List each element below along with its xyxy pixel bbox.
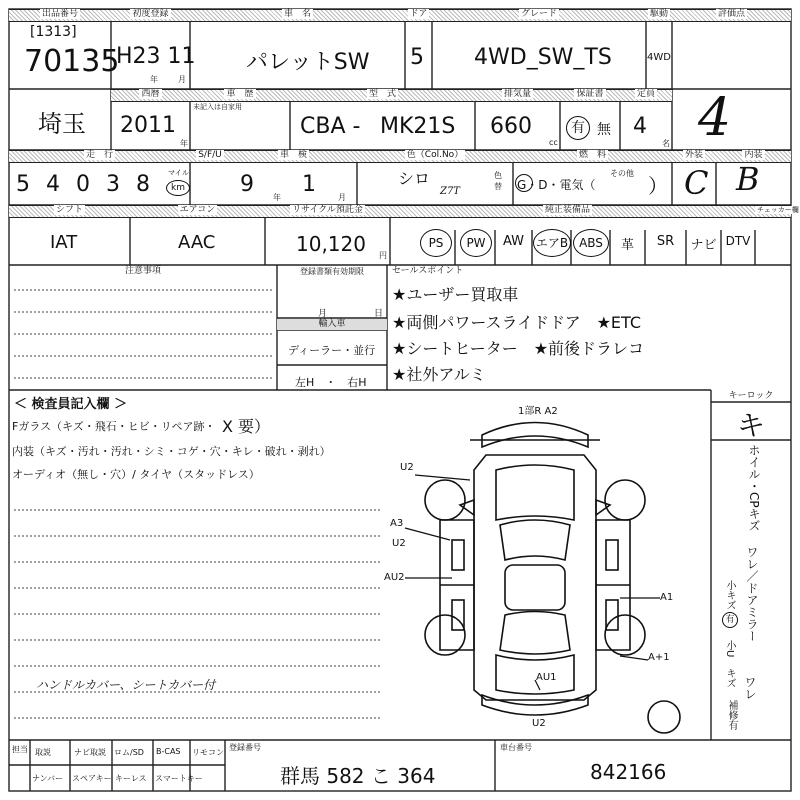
chassis-label: 車台番号 bbox=[500, 743, 532, 752]
handwritten-note: ハンドルカバー、シートカバー付 bbox=[36, 678, 216, 692]
mileage-digit: 4 bbox=[46, 172, 60, 197]
exterior-value: C bbox=[684, 164, 709, 202]
capacity-unit: 名 bbox=[662, 139, 670, 148]
mileage-label: 走 行 bbox=[85, 150, 113, 160]
accessory-item: キーレス bbox=[115, 774, 147, 783]
deadline-day: 日 bbox=[374, 309, 384, 319]
aircon-label: エアコン bbox=[179, 205, 216, 215]
sales-point: ★両側パワースライドドア ★ETC bbox=[392, 313, 642, 332]
inspection-year: 9 bbox=[240, 172, 254, 197]
option-ps: PS bbox=[420, 229, 452, 257]
option-dtv: DTV bbox=[725, 234, 751, 248]
option-abs: ABS bbox=[573, 229, 609, 257]
wheel-note: ワレ bbox=[743, 676, 757, 700]
interior-line: 内装（キズ・汚れ・汚れ・シミ・コゲ・穴・キレ・破れ・剥れ） bbox=[12, 445, 331, 458]
warranty-no: 無 bbox=[597, 122, 611, 138]
interior-label: 内装 bbox=[744, 150, 763, 160]
caution-label: 注意事項 bbox=[124, 266, 161, 276]
month-unit: 月 bbox=[178, 75, 186, 84]
sfu-label: S/F/U bbox=[198, 150, 222, 160]
displacement-label: 排気量 bbox=[503, 89, 531, 99]
damage-mark: 1部R A2 bbox=[518, 406, 558, 417]
shift-value: IAT bbox=[50, 232, 78, 253]
type-prefix: CBA - bbox=[300, 114, 361, 139]
doors-value: 5 bbox=[410, 45, 424, 70]
fuel-options: G・D・電気（ bbox=[517, 178, 596, 192]
damage-mark: A1 bbox=[660, 592, 674, 603]
year-value: 2011 bbox=[120, 113, 176, 138]
exterior-label: 外装 bbox=[684, 150, 703, 160]
shift-label: シフト bbox=[55, 205, 83, 215]
inspector-title: ＜ 検査員記入欄 ＞ bbox=[14, 397, 128, 412]
option-aw: AW bbox=[502, 234, 525, 249]
wheel-note: ワレ／ドアミラー bbox=[745, 546, 759, 642]
wheel-note: ホイル・CPキズ bbox=[747, 444, 761, 532]
fuel-label: 燃 料 bbox=[578, 150, 606, 160]
aircon-value: AAC bbox=[178, 232, 216, 253]
capacity-value: 4 bbox=[633, 114, 647, 139]
lot-bracket: [1313] bbox=[30, 24, 77, 40]
damage-mark: AU1 bbox=[536, 672, 557, 683]
accessory-item: ロム/SD bbox=[114, 748, 144, 757]
grade-value: 4WD_SW_TS bbox=[474, 45, 612, 70]
windshield-x: X 要） bbox=[222, 417, 271, 436]
interior-value: B bbox=[736, 160, 760, 198]
sales-point: ★社外アルミ bbox=[392, 365, 486, 384]
dealer-parallel: ディーラー・並行 bbox=[288, 344, 376, 357]
color-change: 色替 bbox=[494, 171, 502, 191]
color-value: シロ bbox=[398, 169, 431, 188]
wheel-note: 小キズ bbox=[724, 580, 735, 610]
car-name-label: 車 名 bbox=[283, 9, 311, 19]
type-label: 型 式 bbox=[368, 89, 396, 99]
inspection-month: 1 bbox=[302, 172, 316, 197]
wheel-note: 補修有 bbox=[726, 700, 737, 730]
region: 埼玉 bbox=[38, 110, 86, 138]
wheel-note: 有 bbox=[722, 612, 738, 628]
mileage-digit: 8 bbox=[136, 172, 150, 197]
inspection-label: 車 検 bbox=[279, 150, 307, 160]
option-leather: 革 bbox=[620, 238, 634, 253]
reg-no-value: 群馬 582 こ 364 bbox=[280, 764, 436, 788]
year-label: 西暦 bbox=[141, 89, 160, 99]
accessory-item: 取説 bbox=[35, 748, 51, 757]
drive-label: 駆動 bbox=[649, 9, 668, 19]
audio-tire-line: オーディオ（無し・穴）/ タイヤ（スタッドレス） bbox=[12, 468, 260, 481]
car-name: パレットSW bbox=[246, 50, 370, 75]
history-sub: 未記入は自家用 bbox=[193, 103, 242, 111]
color-code: Z7T bbox=[440, 186, 460, 197]
damage-mark: U2 bbox=[392, 538, 406, 549]
option-pw: PW bbox=[460, 229, 492, 257]
damage-mark: A3 bbox=[390, 518, 404, 529]
deadline-month: 月 bbox=[318, 309, 328, 319]
recycle-label: リサイクル預託金 bbox=[292, 205, 363, 215]
cc-unit: cc bbox=[549, 138, 558, 147]
capacity-label: 定員 bbox=[636, 89, 655, 99]
lot-label: 出品番号 bbox=[41, 9, 78, 19]
accessory-item: ナビ取説 bbox=[74, 748, 106, 757]
accessory-item: B-CAS bbox=[156, 747, 181, 756]
lot-number: 70135 bbox=[24, 44, 120, 79]
checker-label: チェッカー欄 bbox=[757, 206, 799, 214]
year-unit: 年 bbox=[150, 75, 158, 84]
type-code: MK21S bbox=[380, 114, 456, 139]
wheel-note: 小U bbox=[724, 640, 735, 658]
recycle-value: 10,120 bbox=[296, 232, 366, 256]
windshield-line: Fガラス（キズ・飛石・ヒビ・リペア跡・ bbox=[12, 420, 216, 433]
year-unit-2: 年 bbox=[180, 139, 188, 148]
warranty-label: 保証書 bbox=[576, 89, 604, 99]
inspection-year-unit: 年 bbox=[273, 193, 281, 202]
accessory-item: スマートキー bbox=[155, 774, 203, 783]
import-label: 輸入車 bbox=[277, 319, 387, 330]
keylock-label: キーロック bbox=[728, 391, 774, 401]
keylock-value: キ bbox=[737, 409, 766, 442]
fuel-close: ） bbox=[648, 174, 668, 198]
score-value: 4 bbox=[698, 88, 732, 148]
inspection-month-unit: 月 bbox=[338, 193, 346, 202]
deadline-label: 登録書類有効期限 bbox=[300, 267, 364, 276]
option-airbag: エアB bbox=[533, 229, 571, 257]
damage-mark: U2 bbox=[400, 462, 414, 473]
fuel-other: その他 bbox=[610, 169, 634, 178]
mileage-digit: 0 bbox=[76, 172, 90, 197]
damage-mark: A+1 bbox=[648, 652, 670, 663]
chassis-value: 842166 bbox=[590, 760, 667, 784]
mile-label: マイル bbox=[168, 169, 189, 177]
accessory-item: リモコン bbox=[192, 748, 224, 757]
score-label: 評価点 bbox=[717, 9, 745, 19]
damage-mark: AU2 bbox=[384, 572, 405, 583]
reg-no-label: 登録番号 bbox=[229, 743, 261, 752]
accessory-item: ナンバー bbox=[32, 774, 64, 783]
wheel-note: キズ bbox=[724, 668, 735, 688]
equipment-label: 純正装備品 bbox=[544, 205, 590, 215]
warranty-yes: 有 bbox=[566, 116, 590, 140]
sales-label: セールスポイント bbox=[392, 266, 464, 276]
inspector-stamp: 担当 bbox=[12, 745, 28, 754]
mileage-digit: 5 bbox=[16, 172, 30, 197]
drive-value: 4WD bbox=[647, 52, 671, 63]
left-right-hand: 左H ・ 右H bbox=[295, 376, 367, 389]
option-navi: ナビ bbox=[690, 238, 717, 253]
damage-mark: U2 bbox=[532, 718, 546, 729]
first-reg-value: H23 11 bbox=[116, 44, 196, 69]
grade-label: グレード bbox=[520, 9, 557, 19]
accessory-item: スペアキー bbox=[72, 774, 112, 783]
sales-point: ★シートヒーター ★前後ドラレコ bbox=[392, 339, 645, 358]
km-label: km bbox=[166, 180, 190, 196]
option-sr: SR bbox=[656, 234, 675, 249]
history-label: 車 歴 bbox=[226, 89, 254, 99]
displacement-value: 660 bbox=[490, 114, 532, 139]
yen-unit: 円 bbox=[379, 251, 387, 260]
doors-label: ドア bbox=[409, 9, 428, 19]
first-reg-label: 初度登録 bbox=[132, 9, 169, 19]
mileage-digit: 3 bbox=[106, 172, 120, 197]
color-label: 色（Col.No） bbox=[406, 150, 464, 160]
sales-point: ★ユーザー買取車 bbox=[392, 285, 519, 304]
